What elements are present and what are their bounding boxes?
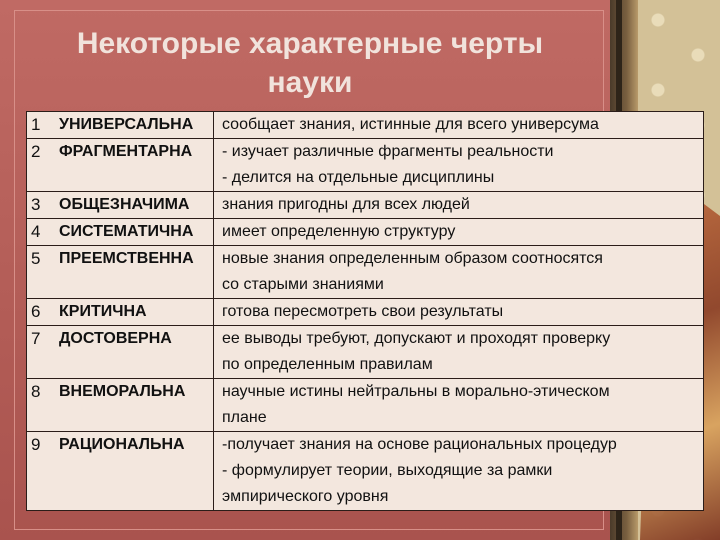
feature-name: СИСТЕМАТИЧНА <box>55 219 214 246</box>
description-line: - изучает различные фрагменты реальности <box>222 143 554 160</box>
feature-description <box>214 299 704 326</box>
row-number: 7 <box>27 326 56 379</box>
table-row <box>27 432 704 511</box>
feature-name: РАЦИОНАЛЬНА <box>55 432 214 511</box>
feature-description <box>214 112 704 139</box>
description-line: со старыми знаниями <box>222 276 384 293</box>
table-row <box>27 139 704 192</box>
feature-description <box>214 246 704 299</box>
feature-description <box>214 139 704 192</box>
description-line: - делится на отдельные дисциплины <box>222 169 495 186</box>
feature-name: ФРАГМЕНТАРНА <box>55 139 214 192</box>
features-table <box>26 111 704 511</box>
feature-description <box>214 379 704 432</box>
description-line: научные истины нейтральны в морально-этическом <box>222 383 610 400</box>
description-line: эмпирического уровня <box>222 488 389 505</box>
description-line: готова пересмотреть свои результаты <box>222 303 504 320</box>
feature-name: УНИВЕРСАЛЬНА <box>55 112 214 139</box>
table-row <box>27 299 704 326</box>
description-line: по определенным правилам <box>222 356 433 373</box>
slide-title <box>0 24 620 102</box>
description-line: имеет определенную структуру <box>222 223 456 240</box>
row-number: 1 <box>27 112 56 139</box>
description-line: новые знания определенным образом соотносятся <box>222 250 603 267</box>
description-line: - формулирует теории, выходящие за рамки <box>222 462 553 479</box>
table-row <box>27 219 704 246</box>
table-row <box>27 112 704 139</box>
feature-name: КРИТИЧНА <box>55 299 214 326</box>
description-line: ее выводы требуют, допускают и проходят проверку <box>222 330 611 347</box>
title-line-2: науки <box>267 66 353 99</box>
row-number: 6 <box>27 299 56 326</box>
description-line: сообщает знания, истинные для всего универсума <box>222 116 599 133</box>
description-line: знания пригодны для всех людей <box>222 196 470 213</box>
row-number: 5 <box>27 246 56 299</box>
row-number: 8 <box>27 379 56 432</box>
table-row <box>27 246 704 299</box>
row-number: 9 <box>27 432 56 511</box>
description-line: -получает знания на основе рациональных процедур <box>222 436 617 453</box>
row-number: 2 <box>27 139 56 192</box>
table-row <box>27 326 704 379</box>
feature-description <box>214 192 704 219</box>
row-number: 3 <box>27 192 56 219</box>
feature-name: ПРЕЕМСТВЕННА <box>55 246 214 299</box>
table-row <box>27 192 704 219</box>
table-row <box>27 379 704 432</box>
title-line-1: Некоторые характерные черты <box>76 27 544 60</box>
feature-description <box>214 219 704 246</box>
feature-description <box>214 326 704 379</box>
row-number: 4 <box>27 219 56 246</box>
feature-description <box>214 432 704 511</box>
feature-name: ОБЩЕЗНАЧИМА <box>55 192 214 219</box>
feature-name: ВНЕМОРАЛЬНА <box>55 379 214 432</box>
description-line: плане <box>222 409 267 426</box>
feature-name: ДОСТОВЕРНА <box>55 326 214 379</box>
